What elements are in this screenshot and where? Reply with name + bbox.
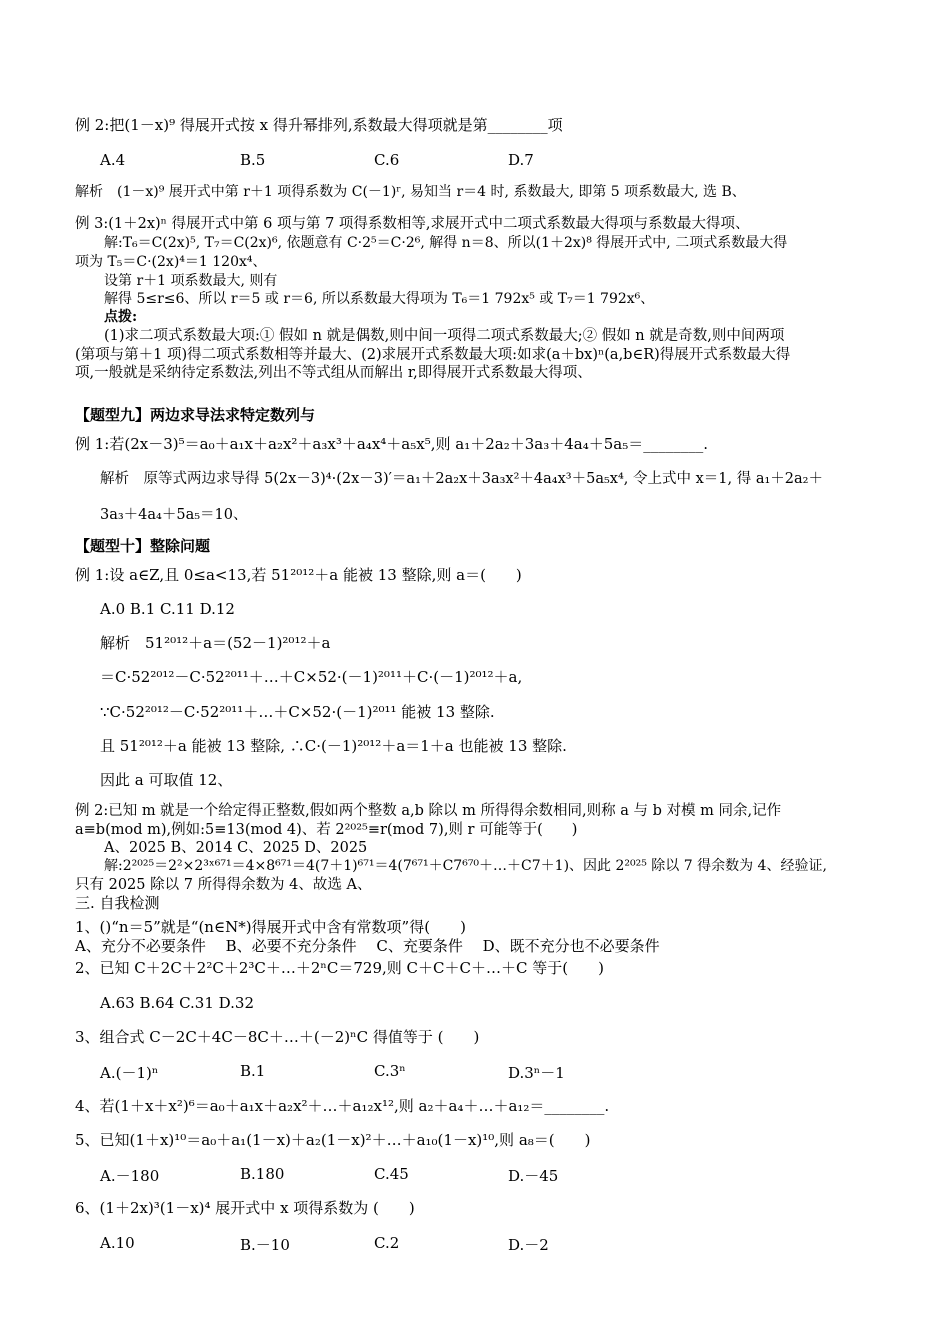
section-10-solution-line: 因此 a 可取值 12、 bbox=[100, 771, 233, 789]
question-1-options: A、充分不必要条件 B、必要不充分条件 C、充要条件 D、既不充分也不必要条件 bbox=[75, 937, 660, 955]
example-3-solution-line: 设第 r＋1 项系数最大, 则有 bbox=[104, 273, 278, 289]
question-3-option-b: B.1 bbox=[240, 1062, 266, 1080]
section-10-solution-line: 解析 51²⁰¹²＋a＝(52－1)²⁰¹²＋a bbox=[100, 634, 331, 652]
tip-text: 项,一般就是采纳待定系数法,列出不等式组从而解出 r,即得展开式系数最大得项、 bbox=[75, 365, 592, 381]
option-c: C.6 bbox=[374, 151, 400, 169]
section-9-example-1: 例 1:若(2x－3)⁵＝a₀＋a₁x＋a₂x²＋a₃x³＋a₄x⁴＋a₅x⁵,则 a₁＋2a₂＋3a₃＋4a₄＋5a₅＝________. bbox=[75, 435, 708, 453]
section-10-solution-line: 且 51²⁰¹²＋a 能被 13 整除, ∴C·(－1)²⁰¹²＋a＝1＋a 也能被 13 整除. bbox=[100, 737, 567, 755]
question-3-option-c: C.3ⁿ bbox=[374, 1062, 406, 1080]
question-2: 2、已知 C＋2C＋2²C＋2³C＋…＋2ⁿC＝729,则 C＋C＋C＋…＋C 等于( ) bbox=[75, 959, 604, 977]
question-3-option-d: D.3ⁿ－1 bbox=[508, 1064, 565, 1082]
question-3: 3、组合式 C－2C＋4C－8C＋…＋(－2)ⁿC 得值等于 ( ) bbox=[75, 1028, 480, 1046]
question-2-options: A.63 B.64 C.31 D.32 bbox=[100, 994, 255, 1012]
section-10-example-2-options: A、2025 B、2014 C、2025 D、2025 bbox=[104, 840, 368, 856]
question-1: 1、()“n＝5”就是“(n∈N*)得展开式中含有常数项”得( ) bbox=[75, 918, 466, 936]
question-6-option-c: C.2 bbox=[374, 1234, 400, 1252]
example-2-solution: 解析 (1－x)⁹ 展开式中第 r＋1 项得系数为 C(－1)ʳ, 易知当 r＝4 时, 系数最大, 即第 5 项系数最大, 选 B、 bbox=[75, 184, 746, 200]
option-d: D.7 bbox=[508, 151, 534, 169]
tip-label: 点拨: bbox=[104, 309, 138, 325]
option-a: A.4 bbox=[100, 151, 126, 169]
section-10-heading: 【题型十】整除问题 bbox=[75, 537, 211, 555]
question-6: 6、(1＋2x)³(1－x)⁴ 展开式中 x 项得系数为 ( ) bbox=[75, 1199, 415, 1217]
section-10-options: A.0 B.1 C.11 D.12 bbox=[100, 600, 235, 618]
question-5-option-b: B.180 bbox=[240, 1165, 285, 1183]
question-3-option-a: A.(－1)ⁿ bbox=[100, 1064, 159, 1082]
question-4: 4、若(1＋x＋x²)⁶＝a₀＋a₁x＋a₂x²＋…＋a₁₂x¹²,则 a₂＋a₄＋…＋a₁₂＝________. bbox=[75, 1097, 610, 1115]
example-3-solution-line: 解得 5≤r≤6、所以 r＝5 或 r＝6, 所以系数最大得项为 T₆＝1 792x⁵ 或 T₇＝1 792x⁶、 bbox=[104, 291, 655, 307]
question-5-option-d: D.－45 bbox=[508, 1167, 559, 1185]
question-5-option-a: A.－180 bbox=[100, 1167, 160, 1185]
example-2-question: 例 2:把(1－x)⁹ 得展开式按 x 得升幂排列,系数最大得项就是第________项 bbox=[75, 116, 563, 134]
question-6-option-a: A.10 bbox=[100, 1234, 135, 1252]
self-check-heading: 三. 自我检测 bbox=[75, 894, 160, 912]
section-9-solution: 3a₃＋4a₄＋5a₅＝10、 bbox=[100, 507, 248, 523]
question-5-option-c: C.45 bbox=[374, 1165, 409, 1183]
section-9-solution: 解析 原等式两边求导得 5(2x－3)⁴·(2x－3)′＝a₁＋2a₂x＋3a₃x²＋4a₄x³＋5a₅x⁴, 令上式中 x＝1, 得 a₁＋2a₂＋ bbox=[100, 471, 823, 487]
question-6-option-b: B.－10 bbox=[240, 1236, 290, 1254]
section-10-example-2: 例 2:已知 m 就是一个给定得正整数,假如两个整数 a,b 除以 m 所得得余数相同,则称 a 与 b 对模 m 同余,记作 bbox=[75, 803, 782, 819]
tip-text: (第项与第＋1 项)得二项式系数相等并最大、(2)求展开式系数最大项:如求(a＋bx)ⁿ(a,b∈R)得展开式系数最大得 bbox=[75, 347, 791, 363]
section-10-example-2: a≡b(mod m),例如:5≡13(mod 4)、若 2²⁰²⁵≡r(mod 7),则 r 可能等于( ) bbox=[75, 822, 578, 838]
example-3-question: 例 3:(1＋2x)ⁿ 得展开式中第 6 项与第 7 项得系数相等,求展开式中二项式系数最大得项与系数最大得项、 bbox=[75, 216, 750, 232]
question-6-option-d: D.－2 bbox=[508, 1236, 549, 1254]
tip-text: (1)求二项式系数最大项:① 假如 n 就是偶数,则中间一项得二项式系数最大;② 假如 n 就是奇数,则中间两项 bbox=[104, 328, 785, 344]
section-9-heading: 【题型九】两边求导法求特定数列与 bbox=[75, 406, 316, 424]
option-b: B.5 bbox=[240, 151, 266, 169]
question-5: 5、已知(1＋x)¹⁰＝a₀＋a₁(1－x)＋a₂(1－x)²＋…＋a₁₀(1－x)¹⁰,则 a₈＝( ) bbox=[75, 1131, 591, 1149]
example-3-solution-line: 项为 T₅＝C·(2x)⁴＝1 120x⁴、 bbox=[75, 254, 267, 270]
example-3-solution-line: 解:T₆＝C(2x)⁵, T₇＝C(2x)⁶, 依题意有 C·2⁵＝C·2⁶, 解得 n＝8、所以(1＋2x)⁸ 得展开式中, 二项式系数最大得 bbox=[104, 235, 788, 251]
section-10-solution-line: ＝C·52²⁰¹²－C·52²⁰¹¹＋…＋C×52·(－1)²⁰¹¹＋C·(－1)²⁰¹²＋a, bbox=[100, 668, 523, 686]
section-10-example-2-solution: 只有 2025 除以 7 所得得余数为 4、故选 A、 bbox=[75, 877, 372, 893]
section-10-solution-line: ∵C·52²⁰¹²－C·52²⁰¹¹＋…＋C×52·(－1)²⁰¹¹ 能被 13 整除. bbox=[100, 703, 495, 721]
section-10-example-1: 例 1:设 a∈Z,且 0≤a<13,若 51²⁰¹²＋a 能被 13 整除,则 a＝( ) bbox=[75, 566, 522, 584]
section-10-example-2-solution: 解:2²⁰²⁵＝2²×2³ˣ⁶⁷¹＝4×8⁶⁷¹＝4(7＋1)⁶⁷¹＝4(7⁶⁷¹＋C7⁶⁷⁰＋…＋C7＋1)、因此 2²⁰²⁵ 除以 7 得余数为 4、经验证, bbox=[104, 858, 827, 874]
